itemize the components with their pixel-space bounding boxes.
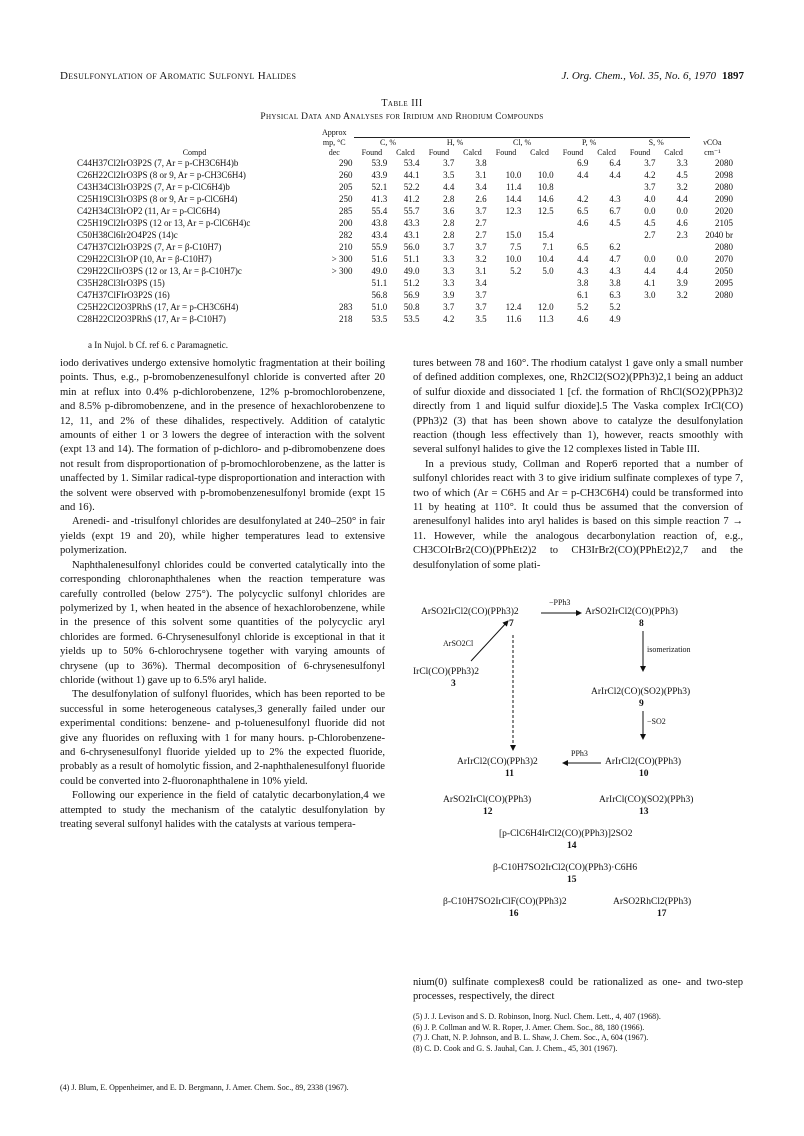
compound-cell: C47H37Cl2IrO3P2S (7, Ar = β-C10H7) <box>77 242 222 252</box>
value-cell: 250 <box>338 194 353 204</box>
value-cell: 4.4 <box>577 254 589 264</box>
header-compd: Compd <box>182 147 207 157</box>
value-cell: 10.0 <box>505 254 522 264</box>
running-title: Desulfonylation of Aromatic Sulfonyl Halides <box>60 70 297 82</box>
value-cell: 3.7 <box>644 158 656 168</box>
value-cell: 5.2 <box>609 302 621 312</box>
value-cell: 4.5 <box>609 218 621 228</box>
value-cell: 56.8 <box>371 290 388 300</box>
paragraph: tures between 78 and 160°. The rhodium catalyst 1 gave only a small number of defined addition complexes, one, Rh2Cl2(SO2)(PPh3)2,1 being an adduct of sulfur dioxide and dissociated 1 [cf. the formation of RhCl(SO2)(PPh3)2 directly from 1 and liquid sulfur dioxide].5 The Vaska complex IrCl(CO)(PPh3)2 (3) that has been shown above to catalyze the desulfonylation reaction (though less effectively than 1), however, reacts smoothly with several sulfonyl halides to give the 12 complexes listed in Table III. <box>413 358 743 456</box>
value-cell: 51.1 <box>403 254 420 264</box>
compound-10: ArIrCl2(CO)(PPh3) <box>605 757 681 767</box>
header-dec: dec <box>328 147 340 157</box>
header-s: S, % <box>623 138 690 148</box>
header-h: H, % <box>422 138 489 148</box>
value-cell: 3.1 <box>475 266 487 276</box>
value-cell: 2040 br <box>705 230 733 240</box>
value-cell <box>623 241 658 253</box>
value-cell: 4.4 <box>577 170 589 180</box>
compound-9-number: 9 <box>639 699 644 709</box>
compound-16-number: 16 <box>509 909 519 919</box>
compound-7: ArSO2IrCl2(CO)(PPh3)2 <box>421 607 519 617</box>
value-cell <box>623 313 658 325</box>
value-cell: 15.0 <box>505 230 522 240</box>
isomerization-label: isomerization <box>647 645 691 654</box>
value-cell: 2020 <box>715 206 733 216</box>
value-cell: 2.6 <box>475 194 487 204</box>
value-cell: 2.8 <box>443 230 455 240</box>
value-cell: 2080 <box>715 158 733 168</box>
value-cell: 3.0 <box>644 290 656 300</box>
value-cell: 56.0 <box>403 242 420 252</box>
value-cell: 210 <box>338 242 353 252</box>
value-cell: 55.7 <box>403 206 420 216</box>
value-cell: 52.2 <box>403 182 420 192</box>
value-cell: 0.0 <box>644 254 656 264</box>
value-cell: 2.8 <box>443 194 455 204</box>
value-cell: 6.5 <box>577 206 589 216</box>
value-cell: 6.4 <box>609 158 621 168</box>
compound-11-number: 11 <box>505 769 514 779</box>
compound-15-number: 15 <box>567 875 577 885</box>
compound-cell: C43H34Cl3IrO3P2S (7, Ar = p-ClC6H4)b <box>77 182 230 192</box>
value-cell: 53.5 <box>403 314 420 324</box>
value-cell <box>489 289 524 301</box>
value-cell: 4.3 <box>577 266 589 276</box>
value-cell: 44.1 <box>403 170 420 180</box>
value-cell: 6.3 <box>609 290 621 300</box>
value-cell: 0.0 <box>644 206 656 216</box>
value-cell: 14.4 <box>505 194 522 204</box>
value-cell: 3.3 <box>443 254 455 264</box>
value-cell <box>314 277 354 289</box>
compound-13-number: 13 <box>639 807 649 817</box>
value-cell: 2090 <box>715 194 733 204</box>
value-cell: 205 <box>338 182 353 192</box>
value-cell <box>657 301 689 313</box>
compound-cell: C44H37Cl2IrO3P2S (7, Ar = p-CH3C6H4)b <box>77 158 239 168</box>
compound-cell: C29H22Cl3IrOP (10, Ar = β-C10H7) <box>77 254 212 264</box>
table-row <box>75 289 735 301</box>
data-table <box>75 128 735 325</box>
compound-cell: C25H19Cl2IrO3PS (12 or 13, Ar = p-ClC6H4)c <box>77 218 251 228</box>
value-cell: 0.0 <box>676 254 688 264</box>
table-body <box>75 157 735 325</box>
table-row <box>75 205 735 217</box>
paragraph: Naphthalenesulfonyl chlorides could be converted catalytically into the corresponding chloronaphthalenes when the reaction temperature was carefully controlled (below 275°). The polycyclic sulfonyl chlorides are polymerized by 1, when heated in the absence of hexachlorobenzene, while in the presence of this solvent some quantities of the polycyclic aryl chlorides are formed. 6-Chrysenesulfonyl chloride is exceptional in that it yields up to 50% 6-chlorochrysene together with varying amounts of chrysene (up to 36%). Thermal decomposition of 6-chrysenesulfonyl chloride (without 1) gave up to 6.5% aryl halide. <box>60 559 385 686</box>
value-cell: 6.2 <box>609 242 621 252</box>
table-row <box>75 169 735 181</box>
value-cell: 5.2 <box>577 302 589 312</box>
value-cell: 3.8 <box>475 158 487 168</box>
value-cell: 56.9 <box>403 290 420 300</box>
value-cell: 290 <box>338 158 353 168</box>
value-cell <box>690 313 735 325</box>
value-cell <box>623 301 658 313</box>
compound-16: β-C10H7SO2IrClF(CO)(PPh3)2 <box>443 897 567 907</box>
footnote-ref-8: (8) C. D. Cook and G. S. Jauhal, Can. J. Chem., 45, 301 (1967). <box>413 1043 618 1053</box>
value-cell: 3.6 <box>443 206 455 216</box>
value-cell: 4.3 <box>609 266 621 276</box>
header-c: C, % <box>354 138 421 148</box>
value-cell: 3.2 <box>676 290 688 300</box>
value-cell: 51.2 <box>403 278 420 288</box>
value-cell: 11.4 <box>505 182 522 192</box>
minus-pph3-label: −PPh3 <box>549 598 571 607</box>
value-cell <box>523 217 555 229</box>
value-cell <box>590 181 622 193</box>
value-cell <box>657 313 689 325</box>
value-cell: 43.8 <box>371 218 388 228</box>
compound-cell: C29H22ClIrO3PS (12 or 13, Ar = β-C10H7)c <box>77 266 242 276</box>
paragraph: Arenedi- and -trisulfonyl chlorides are desulfonylated at 240–250° in fair yields (expt 19 and 20), while higher temperatures lead to extensive polymerization. <box>60 516 385 557</box>
value-cell: > 300 <box>331 266 353 276</box>
table-row <box>75 313 735 325</box>
value-cell: 3.7 <box>443 242 455 252</box>
value-cell: 3.5 <box>443 170 455 180</box>
paragraph: iodo derivatives undergo extensive homolytic fragmentation at their boiling points. Thus, e.g., p-bromobenzenesulfonyl chloride is converted after 20 min at reflux into 0.4% p-dichlorobenzene, 12% p-bromochlorobenzene, and 8.5% p-dibromobenzene, and in the presence of hexachlorobenzene to 12, 11, and 2% of these dihalides, respectively. Addition of catalytic amounts of either 1 or 3 lowers the degree of interaction with the solvent (expt 13 and 14). The formation of p-dichloro- and p-dibromobenzene does not result from disproportionation of p-bromochlorobenzene, as the latter is unaffected by 1. Similar radical-type disproportionation and interaction with the solvent were observed with p-bromobenzenesulfonyl bromide (expt 15 and 16). <box>60 358 385 514</box>
page-number: 1897 <box>722 70 744 82</box>
value-cell: 3.7 <box>475 206 487 216</box>
value-cell <box>523 277 555 289</box>
table-row <box>75 277 735 289</box>
value-cell: 4.4 <box>609 170 621 180</box>
value-cell: 51.0 <box>371 302 388 312</box>
value-cell: 2.7 <box>644 230 656 240</box>
compound-9: ArIrCl2(CO)(SO2)(PPh3) <box>591 687 691 697</box>
value-cell: 285 <box>338 206 353 216</box>
compound-17-number: 17 <box>657 909 667 919</box>
value-cell: 41.3 <box>371 194 388 204</box>
table-subtitle: Physical Data and Analyses for Iridium and Rhodium Compounds <box>260 112 544 122</box>
value-cell: 4.1 <box>644 278 656 288</box>
value-cell: 14.6 <box>537 194 554 204</box>
arso2cl-label: ArSO2Cl <box>443 639 474 648</box>
value-cell: 3.7 <box>475 242 487 252</box>
value-cell: 4.9 <box>609 314 621 324</box>
value-cell: 4.5 <box>676 170 688 180</box>
compound-cell: C25H19Cl3IrO3PS (8 or 9, Ar = p-ClC6H4) <box>77 194 238 204</box>
compound-3-number: 3 <box>451 679 456 689</box>
value-cell: 260 <box>338 170 353 180</box>
value-cell: 2080 <box>715 242 733 252</box>
value-cell: 10.0 <box>537 170 554 180</box>
table-row <box>75 181 735 193</box>
reaction-scheme <box>413 598 743 970</box>
value-cell: 4.4 <box>676 194 688 204</box>
value-cell: 43.1 <box>403 230 420 240</box>
value-cell: 283 <box>338 302 353 312</box>
pph3-label: PPh3 <box>571 749 588 758</box>
value-cell: 55.9 <box>371 242 388 252</box>
value-cell: 2080 <box>715 290 733 300</box>
value-cell <box>590 229 622 241</box>
table-row <box>75 253 735 265</box>
table-row <box>75 217 735 229</box>
value-cell: 4.2 <box>443 314 455 324</box>
value-cell: 4.6 <box>577 314 589 324</box>
value-cell: 4.4 <box>676 266 688 276</box>
value-cell: 12.5 <box>537 206 554 216</box>
value-cell: 5.0 <box>542 266 554 276</box>
left-column <box>60 357 385 832</box>
value-cell <box>523 289 555 301</box>
value-cell: 53.5 <box>371 314 388 324</box>
paragraph: In a previous study, Collman and Roper6 reported that a number of sulfonyl chlorides react with 3 to give iridium sulfinate complexes of type 7, two of which (Ar = C6H5 and Ar = p-CH3C6H4) could be transformed into 11 by heating at 110°. It could thus be assumed that the conversion of arenesulfonyl halides into aryl halides is based on this simple reaction 7 → 11. However, while the analogous decarbonylation reaction of, e.g., CH3COIrBr2(CO)(PPhEt2)2 to CH3IrBr2(CO)(PPhEt2)2,7 and the desulfonylation of some plati- <box>413 458 743 571</box>
minus-so2-label: −SO2 <box>647 717 666 726</box>
value-cell: 7.5 <box>510 242 522 252</box>
value-cell: 3.3 <box>443 266 455 276</box>
compound-12: ArSO2IrCl(CO)(PPh3) <box>443 795 532 805</box>
footnote-ref-6: (6) J. P. Collman and W. R. Roper, J. Amer. Chem. Soc., 88, 180 (1966). <box>413 1022 645 1032</box>
value-cell: 6.9 <box>577 158 589 168</box>
value-cell: 3.8 <box>609 278 621 288</box>
value-cell <box>556 229 591 241</box>
table-row <box>75 229 735 241</box>
compound-cell: C47H37ClFIrO3P2S (16) <box>77 290 170 300</box>
value-cell: 50.8 <box>403 302 420 312</box>
value-cell: 12.4 <box>505 302 522 312</box>
footnote-ref-4: (4) J. Blum, E. Oppenheimer, and E. D. Bergmann, J. Amer. Chem. Soc., 89, 2338 (1967). <box>60 1083 349 1092</box>
value-cell: 0.0 <box>676 206 688 216</box>
value-cell: 2105 <box>715 218 733 228</box>
value-cell: 6.7 <box>609 206 621 216</box>
value-cell: 4.4 <box>443 182 455 192</box>
value-cell: 2.7 <box>475 218 487 228</box>
value-cell: 3.3 <box>443 278 455 288</box>
scheme-arrows <box>413 605 743 970</box>
footnote-ref-7: (7) J. Chatt, N. P. Johnson, and B. L. Shaw, J. Chem. Soc., A, 604 (1967). <box>413 1033 649 1042</box>
table-footnote: a In Nujol. b Cf. ref 6. c Paramagnetic. <box>88 340 228 350</box>
value-cell: 11.3 <box>538 314 554 324</box>
footnote-refs <box>413 1012 743 1054</box>
value-cell: 51.6 <box>371 254 388 264</box>
value-cell: 11.6 <box>505 314 522 324</box>
value-cell <box>314 289 354 301</box>
value-cell: 3.3 <box>676 158 688 168</box>
value-cell: 12.0 <box>537 302 554 312</box>
value-cell: 52.1 <box>371 182 388 192</box>
value-cell: 200 <box>338 218 353 228</box>
value-cell: 15.4 <box>537 230 554 240</box>
running-header <box>60 70 744 84</box>
value-cell <box>523 157 555 169</box>
value-cell: 10.8 <box>537 182 554 192</box>
value-cell <box>556 181 591 193</box>
compound-7-number: 7 <box>509 619 514 629</box>
value-cell <box>489 277 524 289</box>
value-cell: 7.1 <box>542 242 554 252</box>
table-row <box>75 265 735 277</box>
value-cell: 3.2 <box>676 182 688 192</box>
value-cell: 2.8 <box>443 218 455 228</box>
value-cell: 41.2 <box>403 194 420 204</box>
value-cell: 2095 <box>715 278 733 288</box>
value-cell: 2050 <box>715 266 733 276</box>
paragraph: Following our experience in the field of catalytic decarbonylation,4 we attempted to study the mechanism of the catalytic desulfonylation by treating several sulfonyl halides with the catalysts at various tempera- <box>60 790 385 830</box>
value-cell: 10.4 <box>537 254 554 264</box>
header-vco: νCOa <box>703 137 722 147</box>
value-cell: 3.2 <box>475 254 487 264</box>
value-cell: 6.1 <box>577 290 589 300</box>
value-cell <box>489 157 524 169</box>
header-p: P, % <box>556 138 623 148</box>
value-cell: 10.0 <box>505 170 522 180</box>
value-cell: 3.7 <box>443 158 455 168</box>
value-cell: 2098 <box>715 170 733 180</box>
value-cell: 3.7 <box>443 302 455 312</box>
value-cell: 51.1 <box>371 278 388 288</box>
compound-cell: C35H28Cl3IrO3PS (15) <box>77 278 165 288</box>
compound-15: β-C10H7SO2IrCl2(CO)(PPh3)·C6H6 <box>493 863 638 873</box>
value-cell: 4.3 <box>609 194 621 204</box>
header-approx: Approx <box>322 128 347 137</box>
compound-13: ArIrCl(CO)(SO2)(PPh3) <box>599 795 694 805</box>
value-cell: 4.6 <box>676 218 688 228</box>
compound-3: IrCl(CO)(PPh3)2 <box>413 667 479 677</box>
value-cell: 4.2 <box>644 170 656 180</box>
compound-cell: C42H34Cl3IrOP2 (11, Ar = p-ClC6H4) <box>77 206 220 216</box>
table-header: Approx mp, °C C, % H, % Cl, % P, % S, % νCOa Compd dec Found Calcd Found Calcd Found Calcd Found Calcd Found Calcd cm⁻¹ <box>75 128 735 157</box>
compound-11: ArIrCl2(CO)(PPh3)2 <box>457 757 538 767</box>
value-cell: 3.7 <box>644 182 656 192</box>
value-cell: 218 <box>338 314 353 324</box>
header-mp: mp, °C <box>322 137 346 147</box>
paragraph: The desulfonylation of sulfonyl fluorides, which has been reported to be successful in some heterogeneous catalyses,3 generally failed under our experimental conditions: benzene- and p-toluenesulfonyl fluoride did not give any fluorides on refluxing with 1 for many hours. p-Chlorobenzene- and 6-chrysenesulfonyl fluoride yielded up to 2% the expected fluoride, probably as a result of homolytic fission, and 2-naphthalenesulfonyl fluoride could be converted into 2-fluoronaphthalene in 10% yield. <box>60 689 385 787</box>
table-row <box>75 301 735 313</box>
compound-10-number: 10 <box>639 769 649 779</box>
value-cell: 282 <box>338 230 353 240</box>
value-cell: 4.5 <box>644 218 656 228</box>
value-cell: 53.9 <box>371 158 388 168</box>
compound-8: ArSO2IrCl2(CO)(PPh3) <box>585 607 678 617</box>
value-cell: 3.9 <box>443 290 455 300</box>
value-cell: 2070 <box>715 254 733 264</box>
header-cm: cm⁻¹ <box>704 147 721 157</box>
value-cell: 49.0 <box>371 266 388 276</box>
table-row <box>75 157 735 169</box>
footnote-ref-5: (5) J. J. Levison and S. D. Robinson, Inorg. Nucl. Chem. Lett., 4, 407 (1968). <box>413 1012 661 1021</box>
value-cell <box>657 241 689 253</box>
value-cell: 3.7 <box>475 302 487 312</box>
table-row <box>75 193 735 205</box>
value-cell: 3.9 <box>676 278 688 288</box>
value-cell: 49.0 <box>403 266 420 276</box>
journal-citation: J. Org. Chem., Vol. 35, No. 6, 1970 1897 <box>561 70 744 82</box>
value-cell: 4.0 <box>644 194 656 204</box>
value-cell: 4.2 <box>577 194 589 204</box>
value-cell: 5.2 <box>510 266 522 276</box>
compound-cell: C28H22Cl2O3PRhS (17, Ar = β-C10H7) <box>77 314 226 324</box>
right-column <box>413 357 743 573</box>
value-cell: 55.4 <box>371 206 388 216</box>
value-cell: 2.7 <box>475 230 487 240</box>
table-caption: Table III <box>381 98 423 109</box>
compound-17: ArSO2RhCl2(PPh3) <box>613 897 692 907</box>
value-cell: 3.7 <box>475 290 487 300</box>
value-cell: > 300 <box>331 254 353 264</box>
value-cell: 43.3 <box>403 218 420 228</box>
header-cl: Cl, % <box>489 138 556 148</box>
value-cell: 3.4 <box>475 182 487 192</box>
value-cell: 43.9 <box>371 170 388 180</box>
value-cell: 12.3 <box>505 206 522 216</box>
value-cell: 4.4 <box>644 266 656 276</box>
compound-14-number: 14 <box>567 841 577 851</box>
value-cell: 3.4 <box>475 278 487 288</box>
value-cell: 4.7 <box>609 254 621 264</box>
value-cell: 2080 <box>715 182 733 192</box>
value-cell <box>489 217 524 229</box>
value-cell: 4.6 <box>577 218 589 228</box>
value-cell: 3.1 <box>475 170 487 180</box>
table-row <box>75 241 735 253</box>
compound-12-number: 12 <box>483 807 493 817</box>
compound-14: [p-ClC6H4IrCl2(CO)(PPh3)]2SO2 <box>499 829 633 839</box>
compound-8-number: 8 <box>639 619 644 629</box>
value-cell: 3.8 <box>577 278 589 288</box>
value-cell: 43.4 <box>371 230 388 240</box>
value-cell <box>690 301 735 313</box>
paragraph: nium(0) sulfinate complexes8 could be rationalized as one- and two-step processes, respectively, the direct <box>413 977 743 1003</box>
compound-cell: C25H22Cl2O3PRhS (17, Ar = p-CH3C6H4) <box>77 302 239 312</box>
value-cell: 2.3 <box>676 230 688 240</box>
value-cell: 6.5 <box>577 242 589 252</box>
value-cell: 3.5 <box>475 314 487 324</box>
right-column-bottom <box>413 976 743 1005</box>
compound-cell: C50H38Cl6Ir2O4P2S (14)c <box>77 230 178 240</box>
compound-cell: C26H22Cl2IrO3PS (8 or 9, Ar = p-CH3C6H4) <box>77 170 246 180</box>
value-cell: 53.4 <box>403 158 420 168</box>
